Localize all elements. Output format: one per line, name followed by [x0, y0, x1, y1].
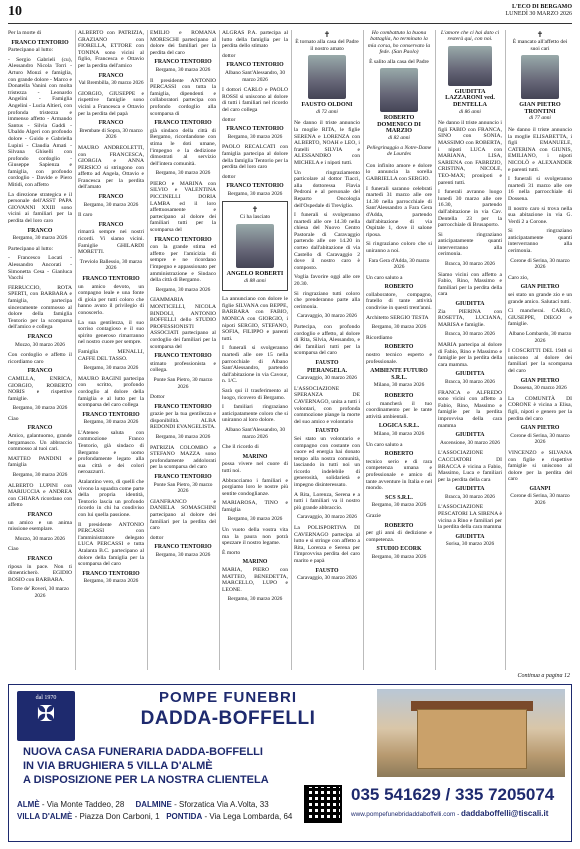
place-date-line: Caravaggio, 30 marzo 2026 — [297, 514, 357, 521]
notice-text: MAURO ANDREOLETTI, con FRANCESCA, GIORGIA e ANNA PERSICO si stringono con affetto ad Angela, Ottavio e Francesca per la perdita dell'amato — [78, 144, 144, 191]
deceased-name-line: ROBERTO — [384, 522, 414, 529]
deceased-name-line: MARINO — [242, 453, 268, 460]
place-date-line: Albano Sant'Alessandro, 30 marzo 2026 — [224, 426, 286, 440]
deceased-name-line: FRANCO — [27, 227, 53, 234]
deceased-name-line: GIANPI — [529, 485, 551, 492]
notice-text: Sarà qui il trasferimento al luogo, ricovero di Bergamo. — [222, 387, 288, 401]
addr1-city: ALMÈ — [17, 800, 40, 809]
deceased-name-line: FRANCO — [27, 368, 53, 375]
ad-email: daddaboffelli@tiscali.it — [461, 809, 549, 818]
deceased-name-line: AMBIENTE FUTURO S.R.L. — [370, 368, 428, 381]
notice-text: dottor — [222, 116, 236, 123]
notice-text: sei stato un grande zio e un grande amico. Salutaci tutti. — [508, 292, 572, 305]
place-date-line: Mozzo, 30 marzo 2026 — [14, 341, 65, 348]
place-date-line: Bergamo, 30 marzo 2026 — [155, 66, 211, 73]
notice-text: L'ASSOCIAZIONE PESCATORI LA SIRENA è vicina a Rino e familiari per la perdita della cara mamma — [438, 504, 502, 531]
deceased-name-line: ROBERTO — [384, 284, 414, 291]
column-8 — [508, 30, 572, 670]
deceased-name-line: FRANCO TENTORIO — [154, 353, 212, 360]
place-date-line: Bracca, 30 marzo 2026 — [445, 493, 495, 500]
notice-text: Si ringraziano anticipatamente quanti interverranno alla cerimonia. — [438, 231, 502, 258]
page-header — [8, 4, 572, 24]
notice-text: I funerali saranno celebrati martedì 31 marzo alle ore 14.30 nella parrocchiale di Sant'Alessandro a Fara Gera d'Adda, partendo dall'abitazione di via Ospitale 1, dove il salone riposa. — [366, 185, 432, 238]
notice-text: per gli anni di dedizione e competenza. — [366, 530, 432, 543]
notice-intro: È salito alla casa del Padre — [369, 58, 429, 65]
deceased-name-line: FRANCO — [98, 221, 124, 228]
place-date-line: Bergamo, 30 marzo 2026 — [227, 516, 283, 523]
place-date-line: Albano Sant'Alessandro, 30 marzo 2026 — [224, 69, 286, 83]
place-date-line: Bergamo, 30 marzo 2026 — [371, 324, 427, 331]
notice-text: Partecipa, con profondo cordoglio e affetto, al dolore di Rita, Silvia, Alessandro, e dei familiari tutti per la scomparsa del caro — [294, 324, 360, 357]
notice-text: GIANFRANCO e DANIELA SOMASCHINI partecipano al dolore dei familiari per la perdita del caro — [150, 498, 216, 532]
notice-text: La COMUNITÀ DI CORONE è vicina a Elisa, figli, nipoti e genero per la perdita del caro — [508, 395, 572, 422]
place-date-line: Brembate di Sopra, 30 marzo 2026 — [79, 127, 143, 141]
deceased-name-line: FRANCO — [27, 555, 53, 562]
notice-text: Grazie — [366, 512, 381, 519]
ad-title-line2: DADDA-BOFFELLI — [140, 708, 316, 729]
deceased-name: GIAN PIETRO TRONTINI — [519, 101, 561, 115]
notice-text: Ci mancherai. CARLO, GIUSEPPE, DIEGO e famiglie. — [508, 308, 572, 328]
cross-icon: ✝ — [536, 30, 544, 39]
notice-text: Partecipano al lutto: — [8, 245, 54, 252]
place-date-line: Milano, 30 marzo 2026 — [373, 430, 425, 437]
notice-text: Dottor — [150, 394, 165, 401]
cross-icon: ✝ — [323, 30, 331, 39]
building-photo — [377, 689, 565, 777]
notice-text: ALBERTO LUPINI con MARIUCCIA e ANDREA con CHIARA ricordano con affetto — [8, 482, 72, 509]
notice-text: Architetto SERGIO TESTA — [366, 314, 429, 321]
notice-text: con la grande stima ed affetto per l'amicizia di sempre e ne ricordano l'impegno e appassionato per amministrazione e Sindaco della città di Bergamo. — [150, 244, 216, 284]
ad-website: www.pompefunebridaddaboffelli.com — [351, 811, 456, 818]
deceased-name-line: ROBERTO — [384, 393, 414, 399]
shield-icon: ✠ — [36, 701, 56, 726]
addr2-city: DALMINE — [135, 800, 172, 809]
deceased-name-line: FRANCO TENTORIO — [154, 59, 212, 66]
deceased-name-line: FRANCO — [98, 194, 124, 201]
deceased-name-line: FRANCO — [27, 425, 53, 432]
notice-text: MARIA partecipa al dolore di Fabio, Rino e Massimo e famiglie per la perdita della cara mamma. — [438, 342, 502, 368]
place-date-line: Val Brembilla, 30 marzo 2026 — [78, 80, 144, 87]
place-date-line: Bergamo, 30 marzo 2026 — [227, 190, 283, 197]
addr2-street: - Sforzatica Via A.Volta, 33 — [171, 800, 269, 809]
addr4-city: PONTIDA — [166, 812, 203, 821]
notice-text: Ne danno il triste annuncio i figli FABIO con FRANCA, SINO con SONIA, MASSIMO con ROBERTA, i nipoti LUCA con MARIANA, LISA, SARIENA con FABRIZIO, CRISTINA, NICOLE, TEO-MAX; pronipoti e parenti tutti. — [438, 120, 502, 186]
deceased-name-line: FRANCO TENTORIO — [154, 120, 212, 127]
deceased-name-line: MARINO — [242, 559, 268, 566]
death-notice-trontini — [508, 30, 572, 122]
notice-text: rimarrà sempre nei nostri ricordi. Vi siamo vicini. Famiglie GHILARDI MORETTI. — [78, 229, 144, 256]
notice-text: CAMILLA, ENRICA, GIORGIO, ROBERTO NORIS e rispettive famiglie. — [8, 375, 72, 402]
place-date-line: Bracca, 30 marzo 2026 — [445, 331, 495, 338]
place-date-line: Albano Lombardo, 30 marzo 2026 — [508, 331, 572, 344]
place-date-line: Bergamo, 30 marzo 2026 — [83, 365, 139, 372]
notice-text: collaboratore, compagno, fratello di tante attività condivise in questi trent'anni. — [366, 291, 432, 312]
deceased-name-line: FAUSTO — [315, 567, 339, 574]
column-4 — [222, 30, 288, 670]
column-7 — [438, 30, 502, 670]
place-date-line: Treviolo Ballessio, 30 marzo 2026 — [79, 258, 143, 272]
deceased-age: di 82 anni — [388, 135, 410, 141]
notice-text: Caro zio, — [508, 274, 529, 281]
deceased-name-line: GIUDITTA — [455, 371, 485, 378]
place-date-line: Bergamo, 30 marzo 2026 — [83, 419, 139, 426]
place-date-line: Bergamo, 30 marzo 2026 — [227, 596, 283, 603]
ad-title-line1: POMPE FUNEBRI — [158, 689, 297, 706]
notice-text: I funerali si svolgeranno martedì alle ore 14.30 nella chiesa del Nuovo Centro Pastorale di Caravaggio partendo alle ore 14.20 in corteo dall'abitazione di via Castello di Caravaggio 2 dove il nostro caro è composto. — [294, 212, 360, 271]
place-date-line: Fara Gera d'Adda, 30 marzo 2026 — [368, 257, 430, 271]
place-date-line: Torre de' Roveri, 30 marzo 2026 — [11, 586, 69, 599]
place-date-line: Ponte San Pietro, 30 marzo 2026 — [153, 376, 213, 390]
deceased-name-line: SCS S.R.L. — [385, 494, 413, 501]
notice-text: Abbracciamo i familiari e porgiamo loro le nostre più sentite condoglianze. — [222, 477, 288, 497]
notice-text: FERRUCCIO, ROTA SPERTI, con BARBARA e famiglia, partecipa sinceramente commosso al dolore della famiglia Tentorio per la scomparsa dell'amico e collega — [8, 284, 72, 331]
notice-text: GIORGIO, GIUSEPPE e rispettive famiglie sono vicini a Francesca e Ottavio per la perdita del papà — [78, 90, 144, 117]
notice-intro: È mancato all'affetto dei suoi cari — [512, 39, 568, 52]
notice-text: Un ringraziamento particolare al dottor Tiacci, alla dottoressa Flavia Pedroni e al personale del Reparto Oncologia dell'Ospedale di Treviglio. — [294, 169, 360, 209]
notice-text: PAOLO RECALCATI con famiglia partecipa al dolore della famiglia Tentorio per la perdita del loro caro — [222, 144, 288, 171]
place-date-line: Corone di Serina, 30 marzo 2026 — [510, 432, 570, 446]
notice-text: La POLISPORTIVA DI CAVERNAGO partecipa al lutto e si stringe con affetto a Rita, Lorenza e Serena per l'improvvisa perdita del caro marito e papà — [294, 525, 360, 564]
death-notice-roberti — [222, 201, 288, 291]
notice-text: ALBERTO con PATRIZIA, GRAZIANO con FIORELLA, ETTORE con TONINA sono vicini al figlio, Francesca e Ottavio per la perdita dell'amico — [78, 30, 144, 69]
notice-text: Si ringraziano anticipatamente quanti interverranno alla cerimonia. — [508, 228, 572, 255]
since-label: dal 1970 — [35, 695, 57, 701]
deceased-name-line: STUDIO ECORK — [376, 546, 422, 553]
deceased-photo — [521, 55, 559, 99]
ad-message-line1: NUOVA CASA FUNERARIA DADDA-BOFFELLI — [23, 746, 263, 758]
notice-text: PIERO e MARINA con SILVIO e VALENTINA PICCINELLI DORIA LAMBA ed il loro affettuosamente e partecipano al dolore dei familiari tutti per la scomparsa del — [150, 180, 216, 234]
notice-text: Che il ricordo di — [222, 444, 259, 451]
place-date-line: Bergamo, 30 marzo 2026 — [155, 434, 211, 441]
deceased-name: FAUSTO OLDONI — [301, 101, 353, 109]
notice-text: Per la morte di — [8, 30, 42, 36]
notice-text: VINCENZO e SILVANA con figlie e rispettive famiglie si uniscono al dolore per la perdita del caro — [508, 449, 572, 483]
page-number: 10 — [8, 4, 22, 19]
notice-text: dottor — [150, 534, 164, 541]
place-date-line: Bergamo, 30 marzo 2026 — [12, 235, 68, 242]
notice-text: FRANCA e ALFREDO sono vicini con affetto a Fabio, Rino, Massimo e famiglie per la perdita improvvisa della cara mamma — [438, 389, 502, 429]
deceased-photo — [308, 55, 346, 99]
notice-text: Siamo vicini con affetto a Fabio, Rino, Massimo e familiari per la perdita della cara — [438, 271, 502, 298]
place-date-line: Bergamo, 30 marzo 2026 — [83, 578, 139, 585]
deceased-name-line: FRANCO — [98, 72, 124, 79]
deceased-name-line: FRANCO — [27, 333, 53, 340]
deceased-name-line: FRANCO TENTORIO — [82, 570, 140, 577]
notice-text: ci mancherà il tuo coordinamento per le tante attività ambientali. — [366, 400, 432, 420]
notice-text: L'ASSOCIAZIONE CACCIATORI DI BRACCA è vicina a Fabio, Massimo, Luca e familiari per la perdita della cara — [438, 450, 502, 483]
notice-text: Il presidente ANTONIO PERCASSI con tutta la famiglia, dipendenti e collaboratori partecipa con profondo cordoglio alla scomparsa di — [150, 77, 216, 117]
addr3-city: VILLA D'ALMÈ — [17, 812, 73, 821]
addr1-street: - Via Monte Taddeo, 28 — [39, 800, 125, 809]
deceased-age: di 88 anni — [244, 277, 266, 284]
place-date-line: Caravaggio, 30 marzo 2026 — [297, 313, 357, 320]
notice-text: Zia PIERINA con ROSETTA, LUCIANA, MARISA e famiglie. — [438, 308, 502, 328]
notice-text: Ciao — [8, 415, 19, 422]
notice-intro: È tornato alla casa del Padre il nostro amato — [295, 39, 359, 52]
notice-text: I funerali si svolgeranno martedì 31 marzo alle ore 16 nella parrocchiale di Dossena. — [508, 176, 572, 202]
notice-text: La sua gentilezza, il suo sorriso contagioso e il suo spirito generoso rimarranno nel nostro cuore per sempre. — [78, 319, 144, 346]
notice-text: dottor — [222, 173, 236, 180]
deceased-name-line: GIAN PIETRO — [520, 377, 560, 384]
notice-text: Con infinito amore e dolore lo annuncia la sorella GABRIELLA con SERGIO. — [366, 162, 432, 182]
place-date-line: Bergamo, 30 marzo 2026 — [83, 201, 139, 208]
notice-text: La direzione strategica e il personale dell'ASST PAPA GIOVANNI XXIII sono vicini ai familiari per la perdita del loro caro — [8, 191, 72, 225]
column-5 — [294, 30, 360, 670]
notice-quote: Ho combattuto la buona battaglia, ho terminato la mia corsa, ho conservato la fede. (San Paolo) — [367, 30, 431, 56]
deceased-name-line: GIUDITTA — [455, 486, 485, 493]
place-date-line: Ascensione, 30 marzo 2026 — [440, 439, 500, 446]
continued-note: Continua a pagina 12 — [517, 673, 570, 679]
deceased-name-line: FRANCO TENTORIO — [82, 276, 140, 282]
place-date-line: Caravaggio, 30 marzo 2026 — [297, 575, 357, 582]
obituary-columns — [8, 30, 572, 670]
notice-text: MARIA, PIERO con MATTEO, BENEDETTA, MARCELLO, LUPO e LEONE. — [222, 567, 288, 593]
deceased-name-line: FRANCO TENTORIO — [226, 183, 284, 190]
deceased-age: di 86 anni — [459, 108, 481, 115]
notice-text: Amico, galantuomo, grande bergamasco. Un abbraccio commosso al tuoi cari. — [8, 433, 72, 453]
deceased-name-line: GIAN PIETRO — [520, 425, 560, 432]
notice-text: I dottori CARLO e PAOLO ROSSI si uniscono al dolore di tutti i familiari nel ricordo del caro collega — [222, 87, 288, 113]
paper-name: L'ECO DI BERGAMO — [511, 4, 572, 10]
notice-text: I funerali avranno luogo lunedì 30 marzo alle ore 16.30, partendo dall'abitazione in via Cav. Dentella 23 per la parrocchiale di Brusaporto. — [438, 189, 502, 229]
notice-text: MARIAROSA, TINO e famiglia — [222, 500, 288, 513]
notice-text: un amico e un anima missione esemplare. — [8, 519, 72, 533]
notice-intro: Ci ha lasciato — [239, 214, 271, 221]
notice-text: un amico devoto, un compagno leale e una fonte di gioia per tutti coloro che hanno avuto il privilegio di conoscerlo. — [78, 283, 144, 316]
column-1 — [8, 30, 72, 670]
notice-text: dottor — [222, 52, 236, 59]
deceased-name: ANGELO ROBERTI — [226, 270, 284, 278]
notice-text: L'ASSOCIAZIONE SPERANZA DE CAVERNAGO, unita a tutti i volontari, con profonda commozione piange la morte del suo amico e volontario — [294, 385, 360, 425]
ad-web-contacts: www.pompefunebridaddaboffelli.com - daddaboffelli@tiscali.it — [351, 809, 549, 818]
deceased-name-line: GIUDITTA — [455, 301, 485, 308]
ad-message — [23, 745, 383, 787]
notice-text: A Rita, Lorenza, Serena e a tutti i familiari va il nostro più grande abbraccio. — [294, 491, 360, 511]
ad-phone: 035 541629 / 335 7205074 — [351, 785, 555, 804]
notice-text: Un caro saluto a — [366, 441, 403, 448]
notice-text: È morto — [222, 549, 241, 556]
ad-message-line2: IN VIA BRUGHIERA 5 VILLA D'ALMÈ — [23, 760, 213, 772]
deceased-name-line: FRANCO TENTORIO — [154, 474, 212, 481]
cross-icon: ✝ — [251, 205, 259, 215]
place-date-line: Ponte San Pietro, 30 marzo 2026 — [153, 481, 213, 495]
place-date-line: Milano, 30 marzo 2026 — [373, 382, 425, 389]
deceased-name-line: LOGICA S.R.L. — [378, 423, 420, 430]
deceased-name-line: GIUDITTA — [455, 533, 485, 540]
notice-text: I COSCRITTI DEL 1948 si uniscono al dolore dei familiari per la scomparsa del caro — [508, 348, 572, 374]
deceased-age: di 77 anni — [529, 115, 551, 122]
death-notice-oldoni — [294, 30, 360, 115]
notice-text: PATRIZIA COLOMBO e STEFANO MAZZA sono profondamente addolorati per la scomparsa del caro — [150, 444, 216, 471]
place-date-line: Bracca, 30 marzo 2026 — [445, 378, 495, 385]
place-date-line: Dossena, 30 marzo 2026 — [513, 385, 567, 392]
deceased-name-line: FRANCO TENTORIO — [226, 62, 284, 69]
deceased-name-line: FRANCO TENTORIO — [11, 39, 69, 46]
addr4-street: - Via Lega Lombarda, 64 — [202, 812, 293, 821]
deceased-photo — [448, 46, 492, 86]
notice-text: - Francesco Locati - Alessandro Ancorati - Simonetta Cesa - Gianluca Vacchi — [8, 255, 72, 282]
notice-text: stimato professionista e collega. — [150, 360, 216, 374]
deceased-name: GIUDITTA LAZZARONI ved. DENTELLA — [445, 87, 495, 108]
column-3 — [150, 30, 216, 670]
deceased-photo — [236, 224, 274, 268]
notice-quote: L'amore che ci hai dato ci resterà qui, con noi. — [440, 30, 500, 43]
notice-text: EMILIO e ROMANA MORESCHI partecipano al dolore dei familiari per la perdita del caro — [150, 30, 216, 56]
deceased-photo — [380, 68, 418, 112]
place-date-line: Bergamo, 30 marzo 2026 — [227, 133, 283, 140]
deceased-name: ROBERTO DOMENICO DI MARZIO — [377, 114, 421, 135]
ad-message-line3: A DISPOSIZIONE PER LA NOSTRA CLIENTELA — [23, 774, 269, 786]
deceased-age: di 72 anni — [316, 108, 338, 115]
paper-date: LUNEDÌ 30 MARZO 2026 — [505, 11, 572, 17]
notice-text: Partecipano al lutto: — [8, 47, 54, 54]
deceased-name-line: FRANCO TENTORIO — [154, 403, 212, 410]
notice-text: Un caro saluto a — [366, 274, 403, 281]
notice-text: I funerali si svolgeranno martedì alle ore 15 nella parrocchiale di Albano Sant'Alessandro, partendo dall'abitazione in via Cavour, n. 1/C. — [222, 345, 288, 385]
notice-text: ALGRAS P.A. partecipa al lutto della famiglia per la perdita dello stimato — [222, 30, 288, 50]
notice-text: L'Ateneo saluta con commozione Franco Tentorio, già sindaco di Bergamo e uomo profondamente legato alla sua città e dei colori neroazzurri. — [78, 429, 144, 476]
notice-text: Si ringraziano tutti coloro che prenderanno parte alla cerimonia. — [294, 290, 360, 310]
notice-text: Atalantino vero, di quelli che vivono la squadra come parte della propria identità, Tentorio lascia un profondo ricordo in chi ha condiviso con lui quella passione. — [78, 479, 144, 518]
column-2 — [78, 30, 144, 670]
notice-text: possa vivere nel cuore di tutti noi. — [222, 461, 288, 474]
deceased-name-line: FAUSTO — [315, 359, 339, 366]
notice-text: grazie per la tua gentilezza e disponibilità. ALBA REDONDI EVANGELISTA. — [150, 411, 216, 431]
notice-text: - Sergio Gabrieli (cu), Alessandro Nicola Torri - Arturo Monzi e famiglia, con grande dolore - Marco e Donatella Vanini con molta tristezza - Leonardo Angelini - Famiglia Angelini - Lucia Altieri, con profonda tristezza e immenso affetto - Armando Santus - Silvia Gaddi - Ubaldo Algeri con profondo dolore - Guido e Gabriella Lupini - Claudia Amati - Silvana Ghiselli con profondo cordoglio - Giuseppe Sapienza e famiglia, con profondo cordoglio - Davide e Piero Mitidi, con affetto — [8, 56, 72, 189]
place-date-line: Bracca, 30 marzo 2026 — [445, 261, 495, 268]
notice-text: Il caro — [78, 212, 93, 219]
deceased-name-line: FRANCO TENTORIO — [82, 411, 140, 418]
place-date-line: Bergamo, 30 marzo 2026 — [371, 502, 427, 509]
deceased-name-line: FRANCO — [98, 120, 124, 127]
notice-text: nostro tecnico esperto e professionale. — [366, 352, 432, 365]
notice-text: Sei stato un volontario e compagno con costante con cuore ed energia hai donato tempo alla nostra comunità, lasciando in tutti noi un ricordo indelebile di generosità, solidarietà e impegno disinteressato. — [294, 435, 360, 489]
place-date-line: Bergamo, 30 marzo 2026 — [155, 286, 211, 293]
deceased-name-line: ROBERTO — [384, 451, 414, 458]
deceased-name-line: GIUDITTA — [455, 432, 485, 439]
place-date-line: Bergamo, 30 marzo 2026 — [371, 553, 427, 560]
notice-text: Il nostro caro si trova nella sua abitazione in via G. Verdi 2 a Corone. — [508, 205, 572, 225]
deceased-name-line: GIAN PIETRO — [520, 284, 560, 291]
place-date-line: Sorisa, 30 marzo 2026 — [445, 541, 495, 548]
notice-text: Si ringraziano coloro che si uniranno a noi. — [366, 241, 432, 254]
notice-text: Ne danno il triste annuncio la moglie ELISABETTA, i figli EMANUELE, CATERINA con GIUNIS, EMILIANO, i nipoti NICOLÒ e ALEXANDER e parenti tutti. — [508, 126, 572, 173]
ad-title — [83, 689, 373, 730]
notice-text: già sindaco della città di Bergamo, ricordandone con stima le doti umane, l'impegno e la dedizione dimostrati al servizio dell'intera comunità. — [150, 127, 216, 167]
place-date-line: Bergamo, 30 marzo 2026 — [12, 405, 68, 412]
column-6 — [366, 30, 432, 670]
notice-text: Ricordiamo — [366, 334, 393, 341]
notice-text: riposa in pace. Non ti dimenticherò. EGIDIO BOSIO con BARBARA. — [8, 563, 72, 583]
place-date-line: Corone di Serina, 30 marzo 2026 — [510, 257, 570, 271]
place-date-line: Bergamo, 30 marzo 2026 — [155, 170, 211, 177]
notice-text: Voglia favorire oggi alle ore 20.30. — [294, 274, 360, 288]
notice-text: GIAMMARIA MONTICELLI, NICOLA BINDOLI, ANTONIO BOFFELLI dello STUDIO PROFESSIONISTI ASSOCIATI partecipano al cordoglio dei familiari per la scomparsa del — [150, 297, 216, 350]
place-date-line: Bergamo, 30 marzo 2026 — [12, 472, 68, 479]
place-date-line: Caravaggio, 30 marzo 2026 — [297, 375, 357, 382]
deceased-name-line: FRANCO TENTORIO — [154, 544, 212, 551]
death-notice-dimarzio — [366, 30, 432, 158]
notice-text: Ne danno il triste annuncio la moglie RITA, le figlie SERENA e LORENZA con ALBERTO, NOAH e LEO, i fratelli SILVIA e ALESSANDRO con MICHELA e i nipoti tutti. — [294, 120, 360, 166]
notice-text: Famiglia MENALLI, CAFFE DEL TASSO. — [78, 348, 144, 362]
funeral-home-logo — [17, 691, 75, 741]
masthead — [506, 4, 573, 18]
death-notice-lazzaroni — [438, 30, 502, 115]
deceased-name-line: PIERANGELA. — [306, 367, 348, 374]
place-date-line: Mozzo, 30 marzo 2026 — [14, 535, 65, 542]
place-date-line: Corone di Serina, 30 marzo 2026 — [510, 493, 570, 507]
place-date-line: Bergamo, 30 marzo 2026 — [155, 551, 211, 558]
addr3-street: - Piazza Don Carboni, 1 — [72, 812, 160, 821]
notice-text: I familiari ringraziano anticipatamente coloro che si uniranno al loro dolore. — [222, 404, 288, 424]
notice-text: Ciao — [8, 546, 19, 553]
deceased-name-line: FRANCO — [27, 512, 53, 518]
deceased-name-line: FRANCO TENTORIO — [226, 126, 284, 133]
notice-text: MAURO BAGINI partecipa con scritto, profondo cordoglio al dolore della famiglia e al lutto per la scomparsa del caro collega — [78, 375, 144, 409]
notice-text: La annunciano con dolore le figlie SILVANA con BEPPE, BARBARA con FABIO, MONICA con GIORGIO, i nipoti SERGIO, STEFANO, SOFIA, FILIPPO e parenti tutti. — [222, 296, 288, 342]
notice-text: Con cordoglio e affetto il ricordiamo caro — [8, 352, 72, 365]
notice-extra: Pellegrinaggio a Notre-Dame de Lourdes — [366, 144, 432, 158]
deceased-name-line: FRANCO TENTORIO — [154, 236, 212, 243]
notice-text: Un vuoto della vostra vita ma la paura non potrà spezzare il nostro legame. — [222, 527, 288, 547]
deceased-name-line: FAUSTO — [315, 428, 339, 435]
notice-text: tecnico serio e di rara competenza umana e professionale e amico di tante avventure in Italia e nel mondo. — [366, 458, 432, 492]
deceased-name-line: ROBERTO — [384, 344, 414, 351]
funeral-home-advertisement — [8, 684, 572, 842]
notice-text: MATTEO PANDINI e famiglia — [8, 455, 72, 469]
notice-text: Il presidente ANTONIO PERCASSI con l'amministratore delegato LUCA PERCASSI e tutta Atalanta B.C. partecipano al dolore della famiglia per la scomparsa del caro — [78, 521, 144, 568]
qr-code — [304, 785, 342, 823]
